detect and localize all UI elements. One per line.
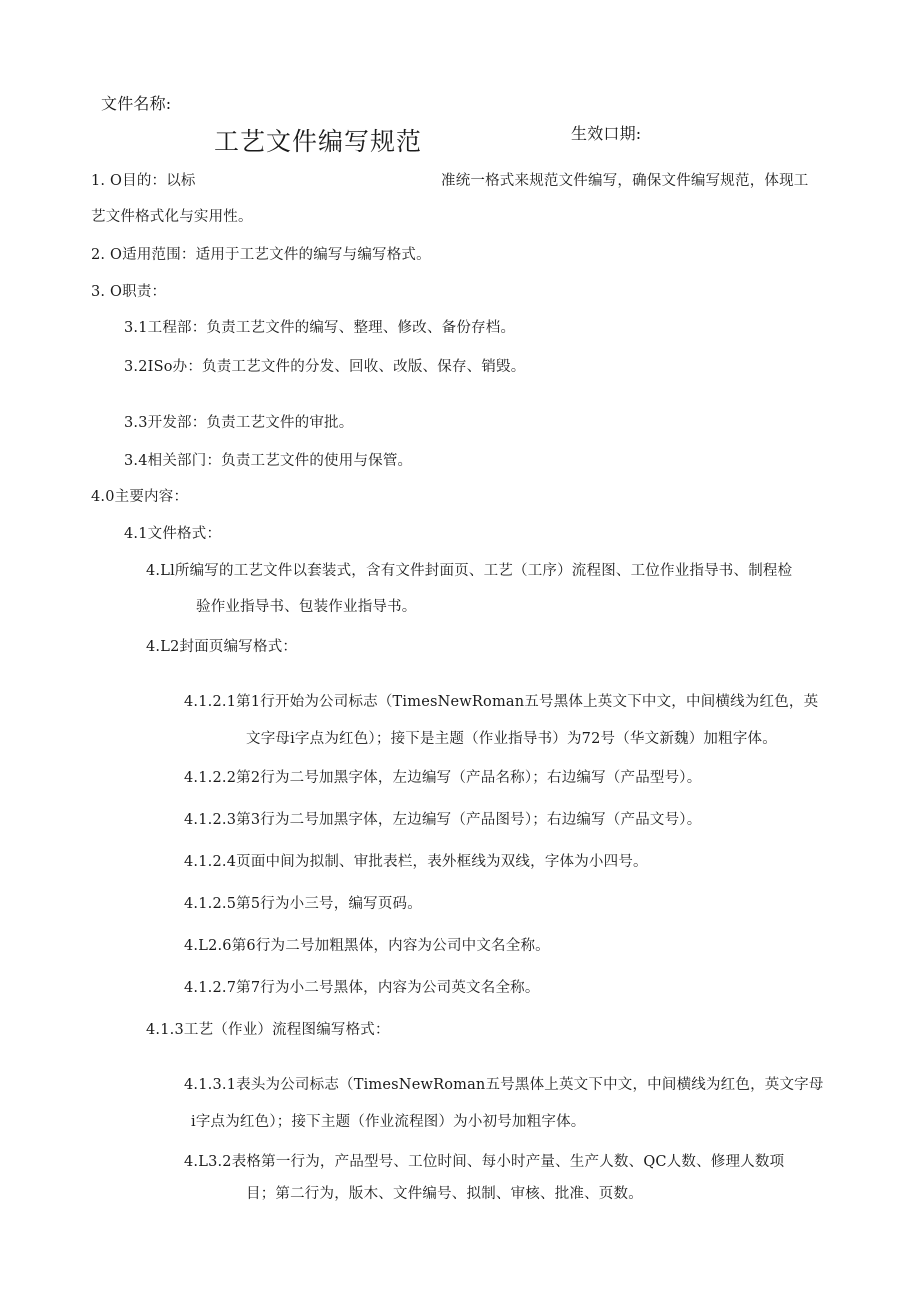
section-4-1-2-1-line2: 文字母i字点为红色）；接下是主题（作业指导书）为72号（华文新魏）加粗字体。 [246,731,777,747]
section-4-1-2-2: 4.1.2.2第2行为二号加黑字体，左边编写（产品名称）；右边编写（产品型号）。 [184,770,702,786]
section-4-1-1-line2: 验作业指导书、包装作业指导书。 [196,599,417,615]
section-1-purpose-start: 1. O目的：以标 [91,173,196,189]
section-3-3: 3.3开发部：负责工艺文件的审批。 [124,415,354,431]
section-3-4: 3.4相关部门：负责工艺文件的使用与保管。 [124,453,413,469]
document-title: 工艺文件编写规范 [214,127,423,156]
section-4-main: 4.0主要内容： [91,489,189,505]
section-4-1-3-1-line1: 4.1.3.1表头为公司标志（TimesNewRoman五号黑体上英文下中文，中间横线为红色，英文字母 [184,1077,824,1093]
section-4-1-2-5: 4.1.2.5第5行为小三号，编写页码。 [184,896,422,912]
section-4-1-2-6: 4.L2.6第6行为二号加粗黑体，内容为公司中文名全称。 [184,938,550,954]
effective-date-label: 生效口期: [571,124,642,143]
section-1-purpose-cont: 准统一格式来规范文件编写，确保文件编写规范，体现工 [441,173,809,189]
section-4-1-3-1-line2: i字点为红色）；接下主题（作业流程图）为小初号加粗字体。 [191,1114,586,1130]
section-1-purpose-end: 艺文件格式化与实用性。 [91,209,253,225]
section-4-1-1-line1: 4.Ll所编写的工艺文件以套装式，含有文件封面页、工艺（工序）流程图、工位作业指导书、制程检 [146,563,793,579]
file-name-label: 文件名称: [101,94,172,113]
section-3-1: 3.1工程部：负责工艺文件的编写、整理、修改、备份存档。 [124,320,516,336]
section-4-1-2: 4.L2封面页编写格式： [146,639,298,655]
section-4-1-2-7: 4.1.2.7第7行为小二号黑体，内容为公司英文名全称。 [184,980,540,996]
section-4-1-2-4: 4.1.2.4页面中间为拟制、审批表栏，表外框线为双线，字体为小四号。 [184,854,648,870]
section-4-1-2-1-line1: 4.1.2.1第1行开始为公司标志（TimesNewRoman五号黑体上英文下中文，中间横线为红色，英 [184,694,819,710]
section-4-1-3: 4.1.3工艺（作业）流程图编写格式： [146,1022,390,1038]
section-4-1-3-2-line2: 目；第二行为，版木、文件编号、拟制、审核、批准、页数。 [246,1186,643,1202]
section-4-1: 4.1文件格式： [124,526,222,542]
section-2-scope: 2. O适用范围：适用于工艺文件的编写与编写格式。 [91,247,431,263]
section-4-1-3-2-line1: 4.L3.2表格第一行为，产品型号、工位时间、每小时产量、生产人数、QC人数、修理人数项 [184,1154,785,1170]
section-4-1-2-3: 4.1.2.3第3行为二号加黑字体，左边编写（产品图号）；右边编写（产品文号）。 [184,812,702,828]
section-3-duties: 3. O职责： [91,284,167,300]
section-3-2: 3.2ISo办：负责工艺文件的分发、回收、改版、保存、销毁。 [124,359,526,375]
